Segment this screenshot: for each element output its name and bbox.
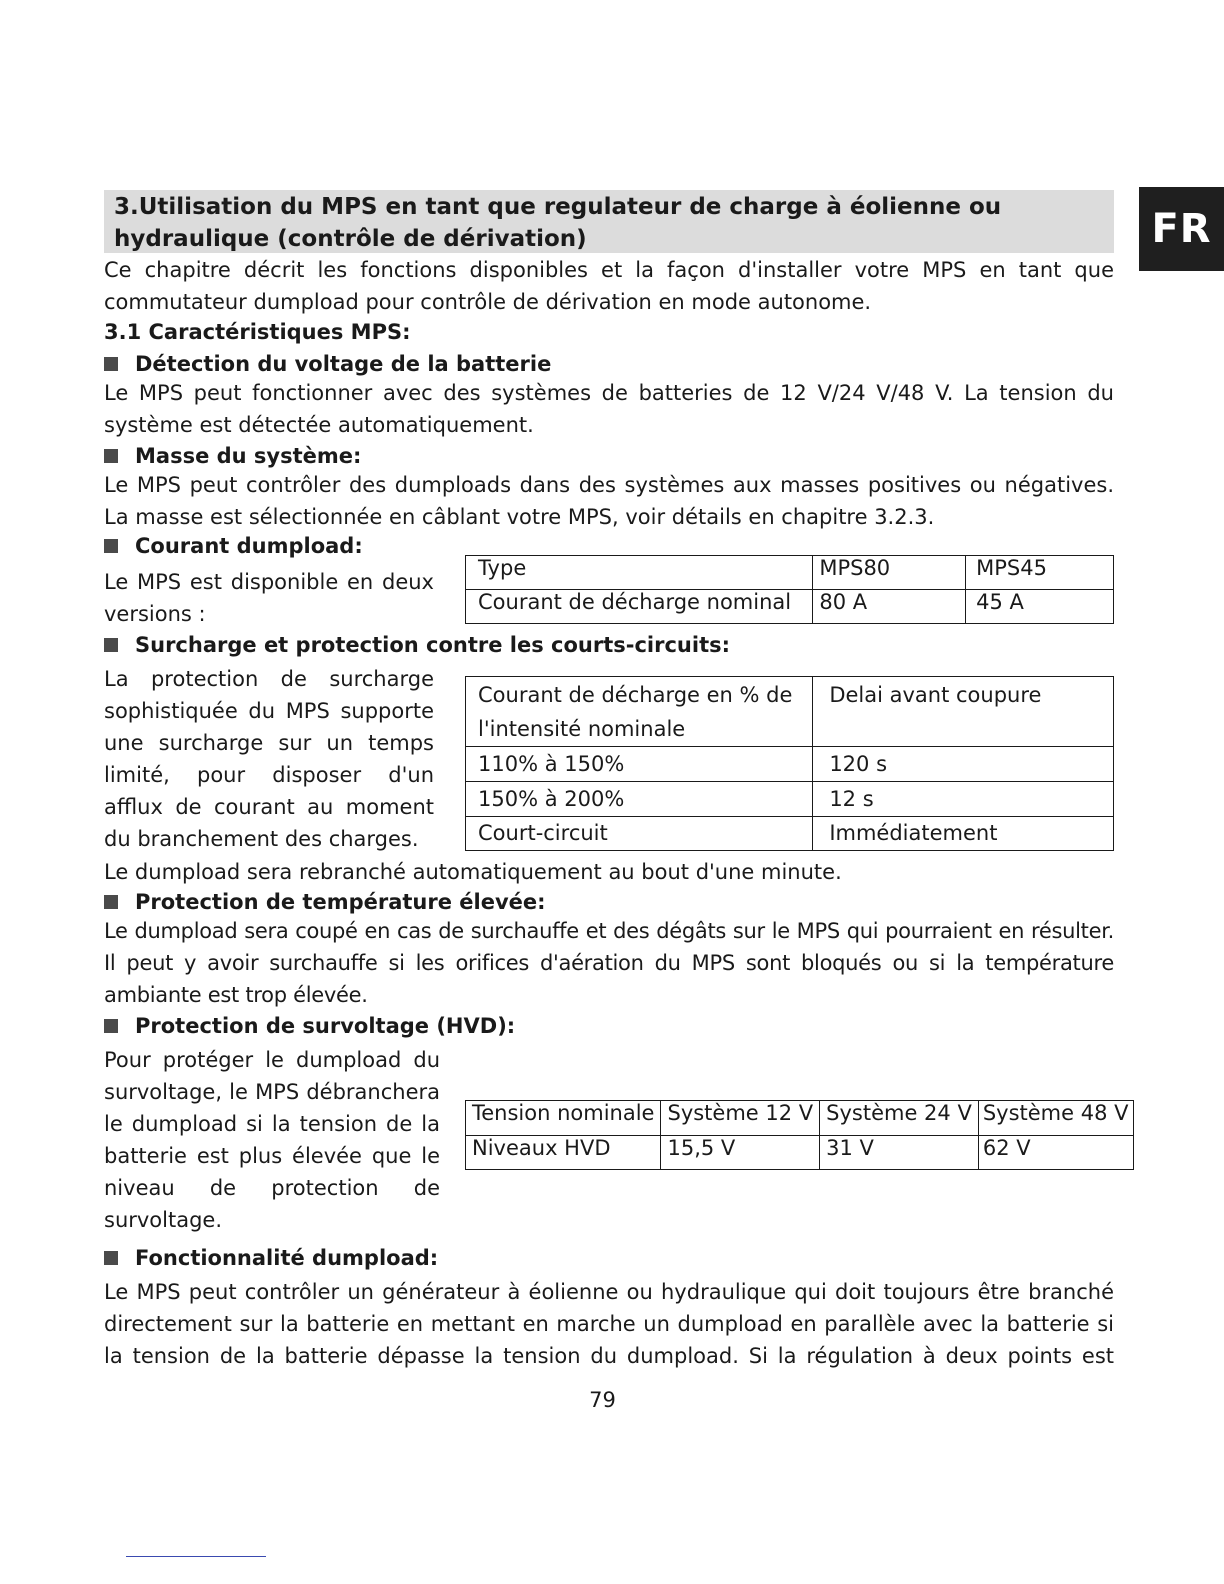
table-cell: Système 12 V bbox=[661, 1101, 820, 1136]
table-cell: 120 s bbox=[813, 747, 1114, 782]
language-tab: FR bbox=[1139, 187, 1224, 271]
table-cell: 62 V bbox=[978, 1136, 1133, 1170]
bullet-square-icon bbox=[104, 449, 118, 463]
surcharge-table bbox=[465, 676, 1114, 851]
table-cell: Système 48 V bbox=[978, 1101, 1133, 1136]
table-cell: 12 s bbox=[813, 782, 1114, 817]
temperature-paragraph: Le dumpload sera coupé en cas de surchauffe et des dégâts sur le MPS qui pourraient en résulter. Il peut y avoir surchauffe si les orifices d'aération du MPS sont bloqués ou si la température ambiante est trop élevée. bbox=[104, 919, 1114, 1007]
table-row bbox=[466, 677, 1114, 747]
heading-hvd-label: Protection de survoltage (HVD): bbox=[135, 1014, 516, 1038]
heading-courant bbox=[104, 531, 363, 561]
heading-courant-label: Courant dumpload: bbox=[135, 534, 363, 558]
heading-detection bbox=[104, 349, 551, 379]
table-cell: Court-circuit bbox=[466, 817, 813, 851]
heading-fonction-label: Fonctionnalité dumpload: bbox=[135, 1246, 439, 1270]
section-title: 3.1 Caractéristiques MPS: bbox=[104, 320, 411, 344]
footer-rule bbox=[126, 1556, 266, 1557]
bullet-square-icon bbox=[104, 638, 118, 652]
table-row bbox=[466, 817, 1114, 851]
table-cell: 31 V bbox=[820, 1136, 979, 1170]
heading-temperature-label: Protection de température élevée: bbox=[135, 890, 546, 914]
table-cell: Delai avant coupure bbox=[813, 677, 1114, 747]
table-cell: 45 A bbox=[966, 590, 1114, 624]
page-number: 79 bbox=[589, 1388, 616, 1412]
table-row bbox=[466, 1101, 1134, 1136]
table-cell: Immédiatement bbox=[813, 817, 1114, 851]
heading-temperature bbox=[104, 887, 546, 917]
heading-surcharge bbox=[104, 630, 730, 660]
fonction-paragraph: Le MPS peut contrôler un générateur à éolienne ou hydraulique qui doit toujours être branché directement sur la batterie en mettant en marche un dumpload en parallèle avec la batterie si la tension de la batterie dépasse la tension du dumpload. Si la régulation à deux points est bbox=[104, 1280, 1114, 1368]
table-cell: 15,5 V bbox=[661, 1136, 820, 1170]
table-row bbox=[466, 782, 1114, 817]
table-cell: 80 A bbox=[813, 590, 966, 624]
intro-paragraph: Ce chapitre décrit les fonctions disponibles et la façon d'installer votre MPS en tant que commutateur dumpload pour contrôle de dérivation en mode autonome. bbox=[104, 258, 1114, 314]
table-row bbox=[466, 1136, 1134, 1170]
surcharge-paragraph: La protection de surcharge sophistiquée du MPS supporte une surcharge sur un temps limité, pour disposer d'un afflux de courant au moment du branchement des charges. bbox=[104, 667, 434, 851]
bullet-square-icon bbox=[104, 1251, 118, 1265]
courant-paragraph: Le MPS est disponible en deux versions : bbox=[104, 570, 434, 626]
surcharge-after-paragraph: Le dumpload sera rebranché automatiquement au bout d'une minute. bbox=[104, 860, 842, 884]
heading-masse bbox=[104, 441, 361, 471]
table-cell: 110% à 150% bbox=[466, 747, 813, 782]
table-cell: Niveaux HVD bbox=[466, 1136, 661, 1170]
bullet-square-icon bbox=[104, 1019, 118, 1033]
heading-masse-label: Masse du système: bbox=[135, 444, 362, 468]
courant-table bbox=[465, 555, 1114, 624]
heading-hvd bbox=[104, 1011, 515, 1041]
table-cell: 150% à 200% bbox=[466, 782, 813, 817]
table-row bbox=[466, 590, 1114, 624]
heading-detection-label: Détection du voltage de la batterie bbox=[135, 352, 552, 376]
table-cell: Système 24 V bbox=[820, 1101, 979, 1136]
bullet-square-icon bbox=[104, 539, 118, 553]
bullet-square-icon bbox=[104, 357, 118, 371]
chapter-title: 3.Utilisation du MPS en tant que regulateur de charge à éolienne ou hydraulique (contrôle de dérivation) bbox=[114, 194, 1002, 252]
heading-surcharge-label: Surcharge et protection contre les courts-circuits: bbox=[135, 633, 731, 657]
table-cell: MPS80 bbox=[813, 556, 966, 590]
masse-paragraph: Le MPS peut contrôler des dumploads dans des systèmes aux masses positives ou négatives. La masse est sélectionnée en câblant votre MPS, voir détails en chapitre 3.2.3. bbox=[104, 473, 1114, 529]
bullet-square-icon bbox=[104, 895, 118, 909]
table-cell: Courant de décharge nominal bbox=[466, 590, 813, 624]
table-cell: Type bbox=[466, 556, 813, 590]
hvd-paragraph: Pour protéger le dumpload du survoltage, le MPS débranchera le dumpload si la tension de la batterie est plus élevée que le niveau de protection de survoltage. bbox=[104, 1048, 440, 1232]
hvd-table bbox=[465, 1100, 1134, 1170]
table-cell: Courant de décharge en % de l'intensité nominale bbox=[466, 677, 813, 747]
detection-paragraph: Le MPS peut fonctionner avec des systèmes de batteries de 12 V/24 V/48 V. La tension du système est détectée automatiquement. bbox=[104, 381, 1114, 437]
table-cell: MPS45 bbox=[966, 556, 1114, 590]
table-cell: Tension nominale bbox=[466, 1101, 661, 1136]
heading-fonction bbox=[104, 1243, 438, 1273]
table-row bbox=[466, 747, 1114, 782]
table-row bbox=[466, 556, 1114, 590]
